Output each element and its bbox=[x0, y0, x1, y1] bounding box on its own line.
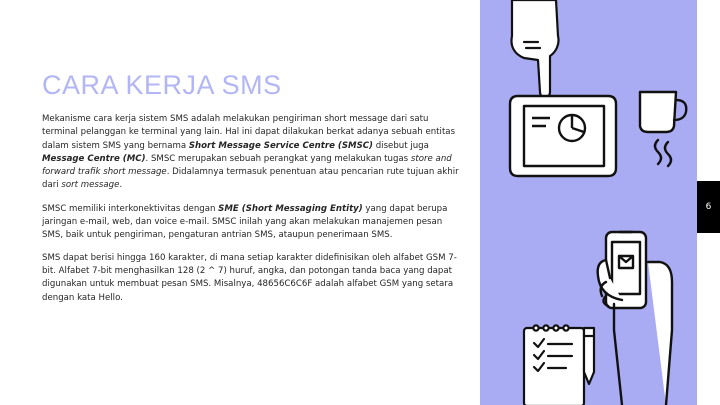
slide-title: CARA KERJA SMS bbox=[42, 70, 282, 100]
p3-text-a: SMS dapat berisi hingga 160 karakter, di mana setiap karakter didefinisikan oleh alfabet GSM 7-bit. Alfabet 7-bit menghasilkan 128 (2 ^ 7) huruf, angka, dan potongan tanda baca yang dapat digunakan untuk membuat pesan SMS. Misalnya, 48656C6C6F adalah alfabet GSM yang setara dengan kata Hello. bbox=[42, 252, 457, 303]
paragraph-3 bbox=[42, 252, 462, 305]
p1-term-mc: Message Centre (MC) bbox=[42, 153, 146, 164]
coffee-mug-icon bbox=[640, 92, 686, 166]
p1-text-a: Mekanisme cara kerja sistem SMS adalah melakukan pengiriman short message dari satu terminal pelanggan ke terminal yang lain. Hal ini dapat dilakukan berkat adanya sebuah entitas dalam sistem SMS yang bernama bbox=[42, 114, 456, 151]
p1-text-g: . Didalamnya termasuk penentuan atau pencarian rute tujuan akhir dari bbox=[42, 167, 459, 191]
p1-term-smsc: Short Message Service Centre (SMSC) bbox=[188, 140, 373, 151]
tablet-chart-icon bbox=[510, 96, 616, 176]
p1-term-sort-message: sort message bbox=[61, 180, 120, 191]
p2-term-sme: SME (Short Messaging Entity) bbox=[218, 203, 363, 214]
body-text bbox=[42, 113, 462, 315]
p1-text-c: disebut juga bbox=[373, 140, 429, 151]
pen-icon bbox=[584, 328, 594, 384]
paragraph-1 bbox=[42, 113, 462, 193]
p2-text-a: SMSC memiliki interkonektivitas dengan bbox=[42, 203, 219, 214]
page-number: 6 bbox=[705, 202, 712, 212]
p1-text-e: . SMSC merupakan sebuah perangkat yang melakukan tugas bbox=[145, 153, 411, 164]
illustration bbox=[480, 0, 697, 405]
paragraph-2 bbox=[42, 203, 462, 243]
p2-text-c: yang dapat berupa jaringan e-mail, web, dan voice e-mail. SMSC inilah yang akan melakukan manajemen pesan SMS, baik untuk pengiriman, pengaturan antrian SMS, ataupun penerimaan SMS. bbox=[42, 203, 448, 241]
checklist-icon bbox=[524, 325, 584, 405]
p1-text-i: . bbox=[119, 180, 123, 191]
p1-term-store-forward: store and forward trafik short message bbox=[42, 153, 452, 178]
hand-phone-icon bbox=[598, 232, 672, 405]
pointing-hand-icon bbox=[512, 0, 559, 97]
page-number-tab bbox=[697, 181, 720, 233]
